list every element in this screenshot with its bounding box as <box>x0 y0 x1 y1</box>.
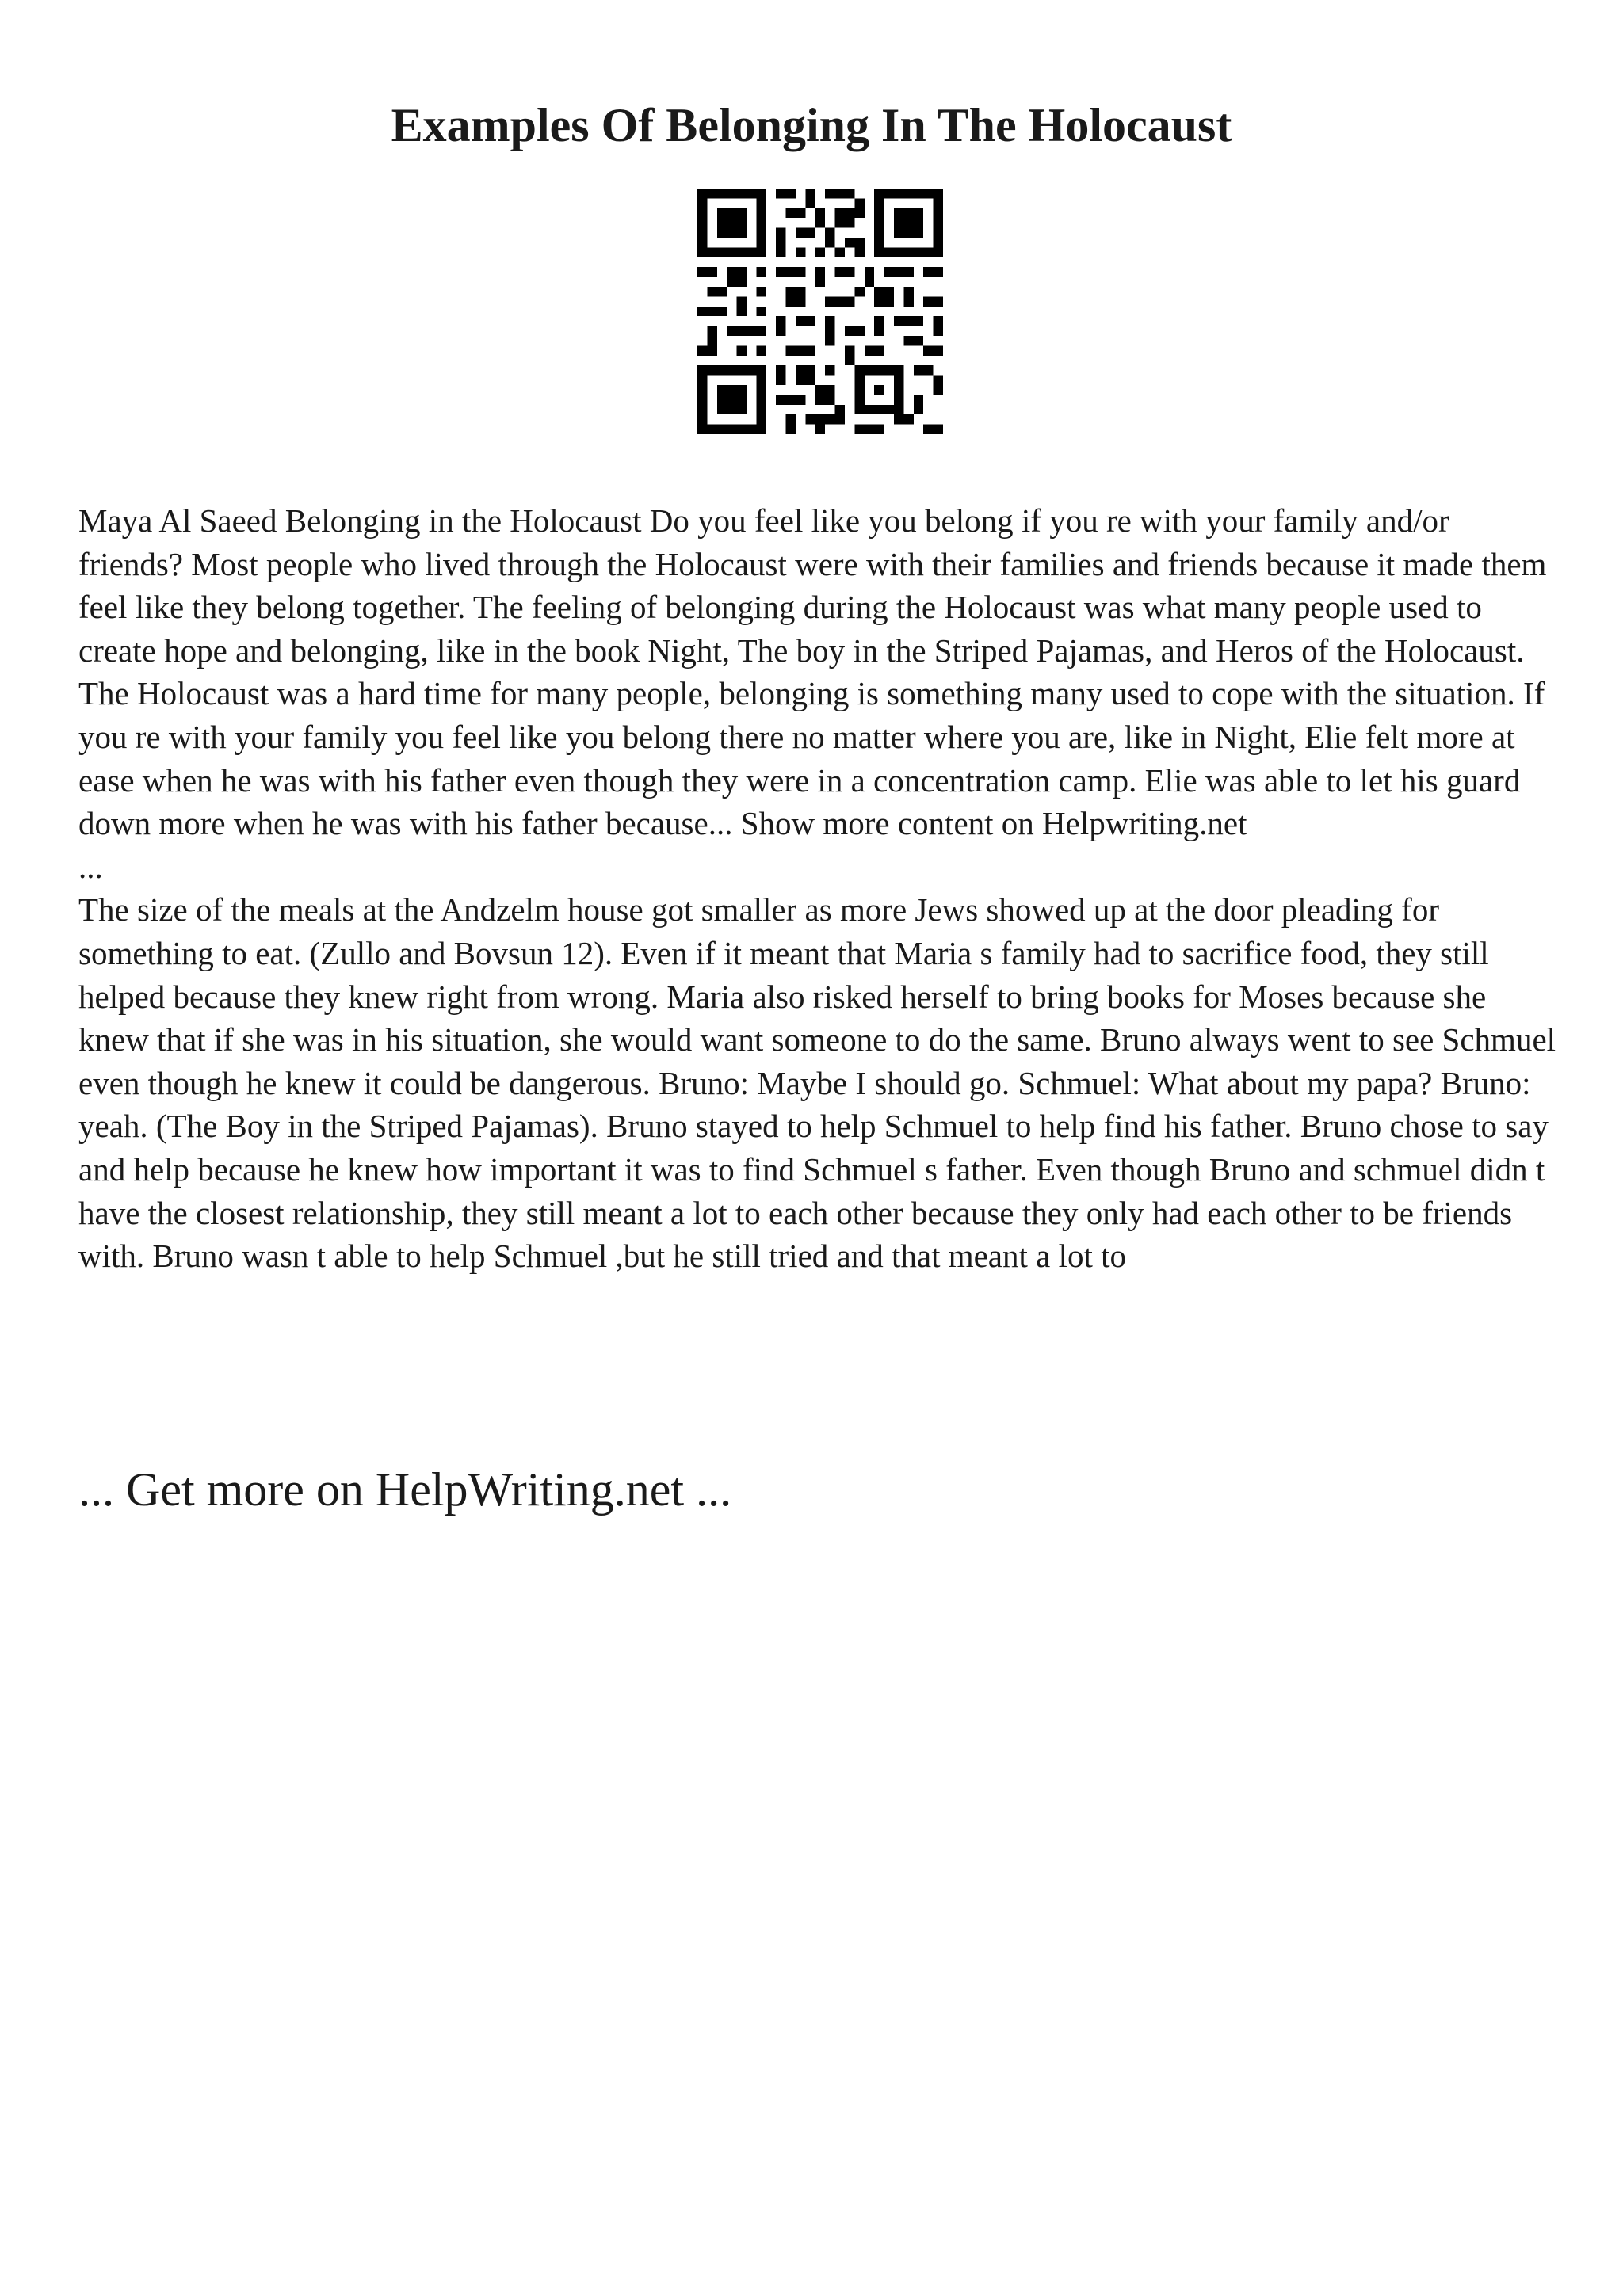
show-more-link[interactable]: Show more content on Helpwriting.net <box>740 805 1247 842</box>
qr-code-icon <box>697 189 943 434</box>
ellipsis: ... <box>78 848 103 885</box>
page-title: Examples Of Belonging In The Holocaust <box>391 99 1232 151</box>
paragraph-1 <box>78 499 1560 845</box>
article-body <box>78 499 1560 1278</box>
paragraph-2: The size of the meals at the Andzelm house got smaller as more Jews showed up at the door pleading for something to eat. (Zullo and Bovsun 12). Even if it meant that Maria s family had to sacrifice food, they still helped because they knew right from wrong. Maria also risked herself to bring books for Moses because she knew that if she was in his situation, she would want someone to do the same. Bruno always went to see Schmuel even though he knew it could be dangerous. Bruno: Maybe I should go. Schmuel: What about my papa? Bruno: yeah. (The Boy in the Striped Pajamas). Bruno stayed to help Schmuel to help find his father. Bruno chose to say and help because he knew how important it was to find Schmuel s father. Even though Bruno and schmuel didn t have the closest relationship, they still meant a lot to each other because they only had each other to be friends with. Bruno wasn t able to help Schmuel ,but he still tried and that meant a lot to <box>78 891 1556 1275</box>
get-more-link[interactable]: ... Get more on HelpWriting.net ... <box>78 1463 732 1516</box>
paragraph-1-text: Maya Al Saeed Belonging in the Holocaust Do you feel like you belong if you re with your family and/or friends? Most people who lived through the Holocaust were with their families and friends because it made them feel like they belong together. The feeling of belonging during the Holocaust was what many people used to create hope and belonging, like in the book Night, The boy in the Striped Pajamas, and Heros of the Holocaust. The Holocaust was a hard time for many people, belonging is something many used to cope with the situation. If you re with your family you feel like you belong there no matter where you are, like in Night, Elie felt more at ease when he was with his father even though they were in a concentration camp. Elie was able to let his guard down more when he was with his father because... <box>78 502 1547 842</box>
